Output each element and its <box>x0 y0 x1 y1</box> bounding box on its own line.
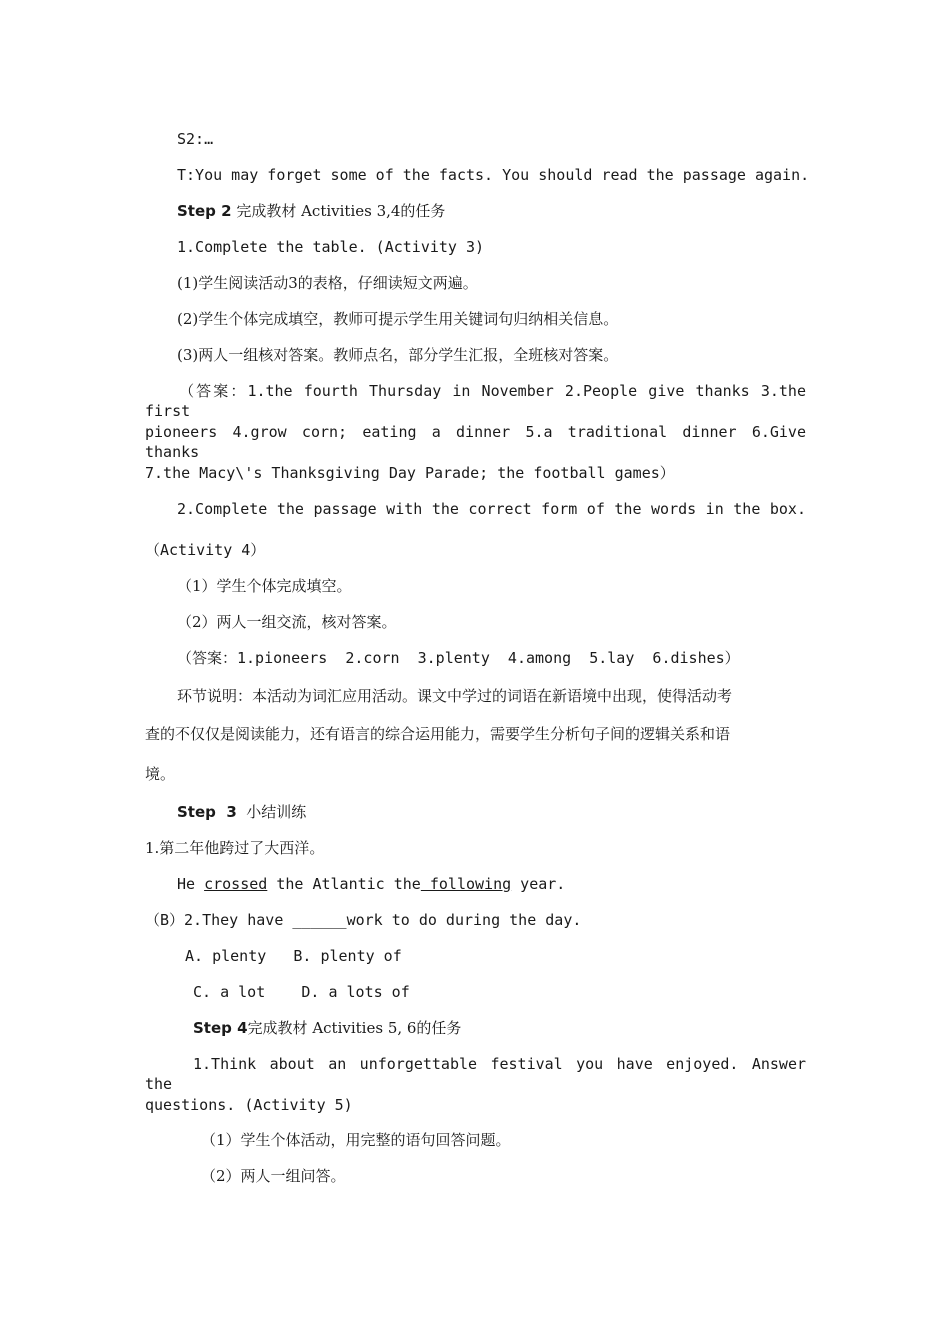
step2-label: Step 2 <box>177 202 232 220</box>
answer-crossed: crossed <box>204 875 268 893</box>
task-complete-passage-line2: （Activity 4） <box>145 541 266 559</box>
think-procedure-2: （2）两人一组问答。 <box>201 1167 346 1185</box>
task-think-line1: 1.Think about an unforgettable festival you have enjoyed. Answer the <box>145 1055 806 1093</box>
note-line2: 查的不仅仅是阅读能力，还有语言的综合运用能力，需要学生分析句子间的逻辑关系和语 <box>145 725 731 743</box>
step3-heading <box>177 802 306 822</box>
exercise-2-options-ab: A. plenty B. plenty of <box>185 947 402 965</box>
passage-procedure-1: （1）学生个体完成填空。 <box>177 577 352 595</box>
step4-heading <box>193 1018 461 1038</box>
dialogue-s2: S2:… <box>177 130 214 148</box>
exercise-1-prompt: 1.第二年他跨过了大西洋。 <box>145 839 325 857</box>
step3-text: 小结训练 <box>236 803 307 821</box>
procedure-3: (3)两人一组核对答案。教师点名，部分学生汇报，全班核对答案。 <box>177 346 619 364</box>
answer-following: following <box>420 875 512 893</box>
exercise-1-answer: He crossed the Atlantic the following year. <box>177 875 566 893</box>
step4-text: 完成教材 Activities 5, 6的任务 <box>247 1019 462 1037</box>
step2-heading <box>177 201 445 221</box>
task-complete-passage-line1: 2.Complete the passage with the correct form of the words in the box. <box>177 500 806 518</box>
task-think-line2: questions. (Activity 5) <box>145 1096 353 1114</box>
exercise-2-options-cd: C. a lot D. a lots of <box>193 983 410 1001</box>
exercise-2-question: （B）2.They have ______work to do during the day. <box>145 911 582 929</box>
think-procedure-1: （1）学生个体活动，用完整的语句回答问题。 <box>201 1131 511 1149</box>
answer-key-1-line2: pioneers 4.grow corn; eating a dinner 5.a traditional dinner 6.Give thanks <box>145 423 806 461</box>
note-line3: 境。 <box>145 765 176 783</box>
procedure-2: (2)学生个体完成填空，教师可提示学生用关键词句归纳相关信息。 <box>177 310 619 328</box>
step4-label: Step 4 <box>193 1019 248 1037</box>
step3-label: Step 3 <box>177 803 237 821</box>
passage-procedure-2: （2）两人一组交流，核对答案。 <box>177 613 397 631</box>
answer-key-1-line3: 7.the Macy\'s Thanksgiving Day Parade; the football games） <box>145 464 675 482</box>
dialogue-teacher: T:You may forget some of the facts. You should read the passage again. <box>177 166 810 184</box>
note-line1: 环节说明：本活动为词汇应用活动。课文中学过的词语在新语境中出现，使得活动考 <box>177 687 733 705</box>
task-complete-table: 1.Complete the table. (Activity 3) <box>177 238 485 256</box>
procedure-1: (1)学生阅读活动3的表格，仔细读短文两遍。 <box>177 274 478 292</box>
answer-key-2: （答案：1.pioneers 2.corn 3.plenty 4.among 5.lay 6.dishes） <box>177 649 740 667</box>
step2-text: 完成教材 Activities 3,4的任务 <box>231 202 446 220</box>
answer-key-1-line1: （答案：1.the fourth Thursday in November 2.People give thanks 3.the first <box>145 382 806 420</box>
